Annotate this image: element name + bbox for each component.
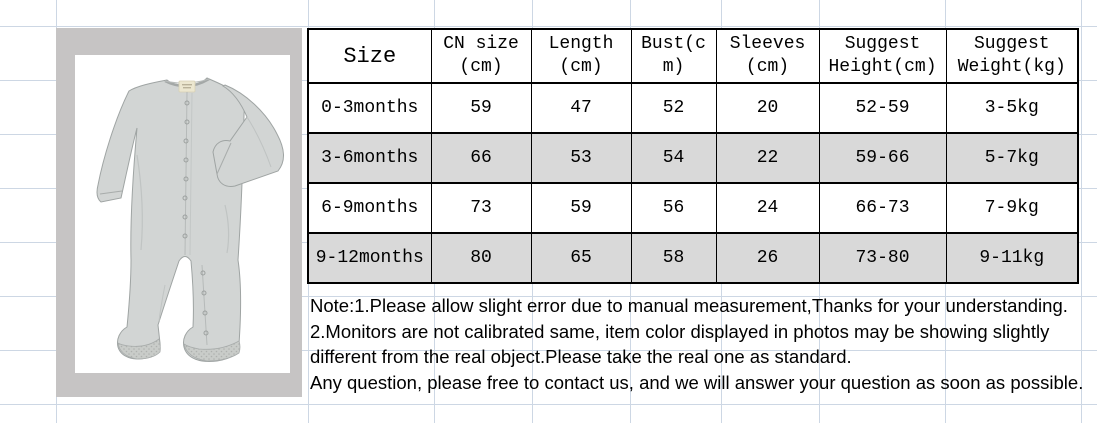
- header-bust: [631, 29, 716, 83]
- cell-length: 53: [531, 133, 631, 183]
- cell-sleeves: 24: [716, 183, 819, 233]
- table-row-6-9months: [308, 183, 1078, 233]
- cell-cn-size: 59: [431, 83, 531, 133]
- cell-suggest-height: 52-59: [819, 83, 946, 133]
- cell-suggest-height: 73-80: [819, 233, 946, 283]
- cell-suggest-height: 59-66: [819, 133, 946, 183]
- cell-bust: 54: [631, 133, 716, 183]
- gridline-horizontal: [0, 404, 1097, 405]
- gridline-horizontal: [0, 26, 1097, 27]
- note-line-1: Note:1.Please allow slight error due to manual measurement,Thanks for your understanding.: [310, 295, 1068, 316]
- cell-cn-size: 66: [431, 133, 531, 183]
- header-unit: Height(cm): [828, 57, 937, 77]
- notes-block: [310, 293, 1097, 395]
- romper-body: [97, 78, 245, 361]
- cell-sleeves: 20: [716, 83, 819, 133]
- cell-sleeves: 22: [716, 133, 819, 183]
- cell-cn-size: 80: [431, 233, 531, 283]
- cell-suggest-weight: 5-7kg: [946, 133, 1078, 183]
- header-label: CN size: [443, 34, 519, 54]
- header-label: Suggest: [973, 34, 1050, 54]
- cell-size: 9-12months: [308, 233, 431, 283]
- header-sleeves: [716, 29, 819, 83]
- cell-suggest-weight: 7-9kg: [946, 183, 1078, 233]
- cell-length: 59: [531, 183, 631, 233]
- header-size: [308, 29, 431, 83]
- note-line-3: different from the real object.Please take the real one as standard.: [310, 346, 852, 367]
- product-image-panel: [56, 28, 302, 397]
- size-table: [307, 28, 1079, 284]
- header-unit: (cm): [459, 57, 503, 77]
- cell-bust: 52: [631, 83, 716, 133]
- header-label: Size: [343, 43, 397, 69]
- header-length: [531, 29, 631, 83]
- cell-cn-size: 73: [431, 183, 531, 233]
- header-cn-size: [431, 29, 531, 83]
- cell-suggest-height: 66-73: [819, 183, 946, 233]
- baby-romper-illustration: [75, 55, 290, 373]
- header-unit: Weight(kg): [957, 57, 1066, 77]
- neck-label: [179, 81, 195, 92]
- cell-length: 47: [531, 83, 631, 133]
- cell-bust: 58: [631, 233, 716, 283]
- table-row-9-12months: [308, 233, 1078, 283]
- table-row-0-3months: [308, 83, 1078, 133]
- cell-size: 0-3months: [308, 83, 431, 133]
- header-label: Sleeves: [729, 34, 806, 54]
- cell-sleeves: 26: [716, 233, 819, 283]
- header-unit: (cm): [559, 57, 603, 77]
- cell-suggest-weight: 3-5kg: [946, 83, 1078, 133]
- table-header-row: [308, 29, 1078, 83]
- cell-suggest-weight: 9-11kg: [946, 233, 1078, 283]
- table-row-3-6months: [308, 133, 1078, 183]
- cell-length: 65: [531, 233, 631, 283]
- header-label: Length: [548, 34, 614, 54]
- header-suggest-height: [819, 29, 946, 83]
- product-photo: [75, 55, 290, 373]
- cell-size: 6-9months: [308, 183, 431, 233]
- header-label: Bust(c: [641, 34, 706, 54]
- header-unit: m): [662, 57, 685, 77]
- cell-bust: 56: [631, 183, 716, 233]
- note-line-4: Any question, please free to contact us, and we will answer your question as soon as possible.: [310, 371, 1084, 393]
- header-unit: (cm): [745, 57, 790, 77]
- note-line-2: 2.Monitors are not calibrated same, item color displayed in photos may be showing slightly: [310, 320, 1050, 342]
- cell-size: 3-6months: [308, 133, 431, 183]
- header-suggest-weight: [946, 29, 1078, 83]
- header-label: Suggest: [844, 34, 921, 54]
